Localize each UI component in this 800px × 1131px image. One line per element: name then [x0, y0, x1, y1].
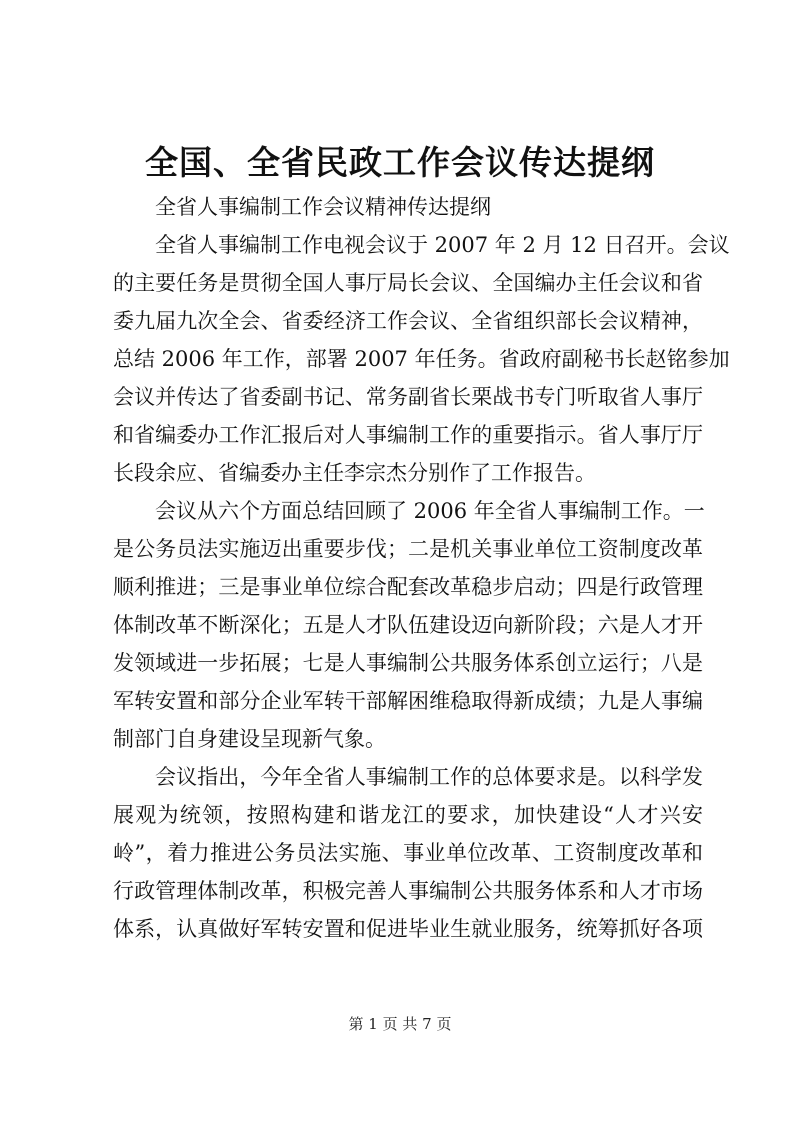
paragraph-line: 总结 2006 年工作，部署 2007 年任务。省政府副秘书长赵铭参加	[113, 347, 730, 371]
paragraph-line: 顺利推进；三是事业单位综合配套改革稳步启动；四是行政管理	[113, 575, 703, 599]
paragraph-line: 的主要任务是贯彻全国人事厅局长会议、全国编办主任会议和省	[113, 271, 703, 295]
paragraph-line: 体制改革不断深化；五是人才队伍建设迈向新阶段；六是人才开	[113, 613, 703, 637]
paragraph-line: 行政管理体制改革，积极完善人事编制公共服务体系和人才市场	[113, 879, 703, 903]
paragraph-line: 会议指出，今年全省人事编制工作的总体要求是。以科学发	[155, 765, 703, 789]
document-subtitle: 全省人事编制工作会议精神传达提纲	[155, 195, 491, 219]
paragraph-line: 军转安置和部分企业军转干部解困维稳取得新成绩；九是人事编	[113, 689, 703, 713]
paragraph-line: 全省人事编制工作电视会议于 2007 年 2 月 12 日召开。会议	[155, 233, 730, 257]
page-number-footer: 第 1 页 共 7 页	[348, 1015, 452, 1033]
paragraph-line: 委九届九次全会、省委经济工作会议、全省组织部长会议精神，	[113, 309, 703, 333]
paragraph-line: 岭”，着力推进公务员法实施、事业单位改革、工资制度改革和	[113, 841, 703, 865]
paragraph-line: 会议并传达了省委副书记、常务副省长栗战书专门听取省人事厅	[113, 385, 703, 409]
paragraph-line: 和省编委办工作汇报后对人事编制工作的重要指示。省人事厅厅	[113, 423, 703, 447]
paragraph	[113, 492, 703, 758]
paragraph	[113, 226, 730, 492]
paragraph-line: 展观为统领，按照构建和谐龙江的要求，加快建设“人才兴安	[113, 803, 703, 827]
document-body	[113, 188, 730, 948]
paragraph-line: 长段余应、省编委办主任李宗杰分别作了工作报告。	[113, 461, 596, 485]
paragraph-line: 制部门自身建设呈现新气象。	[113, 727, 386, 751]
document-title: 全国、全省民政工作会议传达提纲	[145, 143, 655, 182]
paragraph-line: 是公务员法实施迈出重要步伐；二是机关事业单位工资制度改革	[113, 537, 703, 561]
paragraph-line: 体系，认真做好军转安置和促进毕业生就业服务，统筹抓好各项	[113, 917, 703, 941]
paragraph-line: 会议从六个方面总结回顾了 2006 年全省人事编制工作。一	[155, 499, 705, 523]
paragraph	[113, 758, 703, 948]
paragraph-line: 发领域进一步拓展；七是人事编制公共服务体系创立运行；八是	[113, 651, 703, 675]
